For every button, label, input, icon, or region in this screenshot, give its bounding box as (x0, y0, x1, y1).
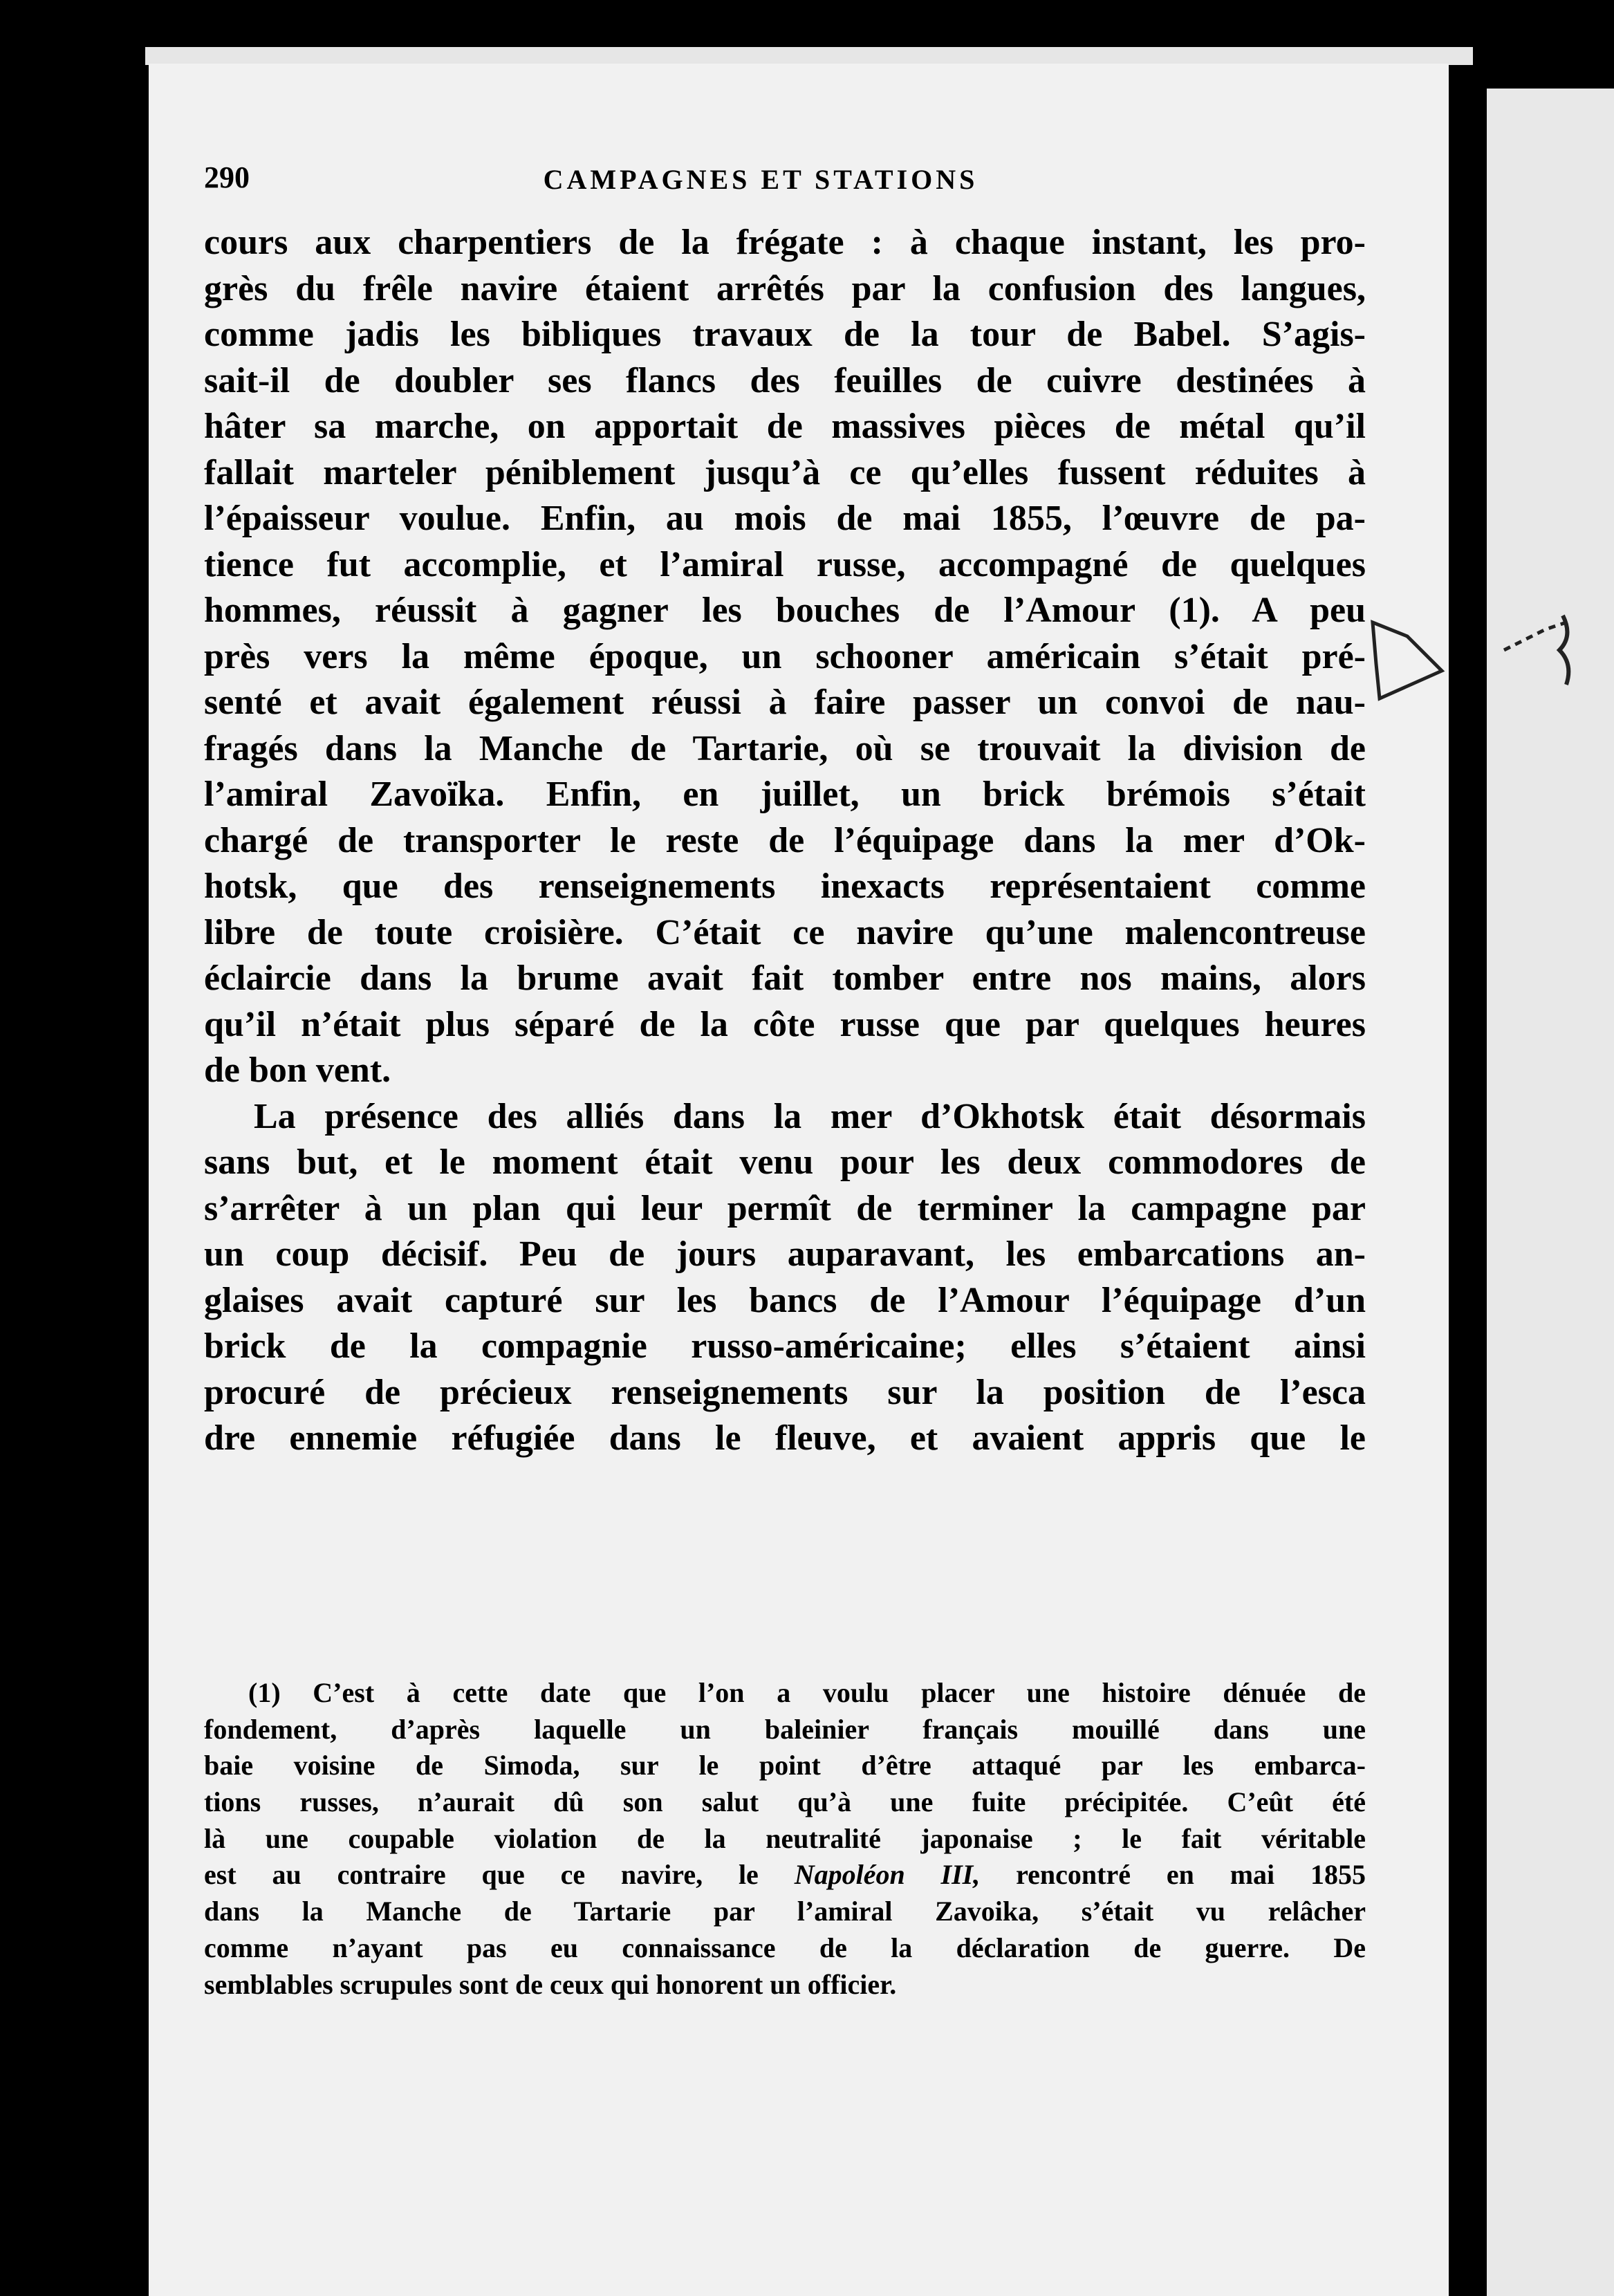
margin-annotation-mark (1366, 609, 1594, 719)
text-line: libre de toute croisière. C’était ce navire qu’une malencontreuse (204, 912, 1366, 952)
text-line: comme jadis les bibliques travaux de la tour de Babel. S’agis- (204, 315, 1366, 354)
text-line: brick de la compagnie russo-américaine; elles s’étaient ainsi (204, 1326, 1366, 1366)
paragraph-2 (204, 1094, 1366, 1462)
footnote-line: baie voisine de Simoda, sur le point d’être attaqué par les embarca- (204, 1750, 1366, 1781)
running-head: CAMPAGNES ET STATIONS (543, 164, 978, 195)
text-line: s’arrêter à un plan qui leur permît de terminer la campagne par (204, 1188, 1366, 1228)
text-line: La présence des alliés dans la mer d’Okhotsk était désormais (254, 1096, 1366, 1136)
text-line: grès du frêle navire étaient arrêtés par la confusion des langues, (204, 268, 1366, 308)
text-line: sait-il de doubler ses flancs des feuilles de cuivre destinées à (204, 360, 1366, 400)
text-line: près vers la même époque, un schooner américain s’était pré- (204, 636, 1366, 676)
footnote-line-start: est au contraire que ce navire, le (204, 1859, 759, 1891)
text-line: l’amiral Zavoïka. Enfin, en juillet, un brick brémois s’était (204, 775, 1366, 814)
page-number: 290 (204, 160, 250, 194)
text-line: cours aux charpentiers de la frégate : à chaque instant, les pro- (204, 223, 1366, 262)
text-line: tience fut accomplie, et l’amiral russe, accompagné de quelques (204, 544, 1366, 584)
paragraph-1 (204, 220, 1366, 1094)
body-text (204, 220, 1366, 1462)
footnote-line: semblables scrupules sont de ceux qui honorent un officier. (204, 1968, 897, 2000)
text-line: procuré de précieux renseignements sur la position de l’esca (204, 1372, 1366, 1412)
text-line: chargé de transporter le reste de l’équipage dans la mer d’Ok- (204, 820, 1366, 860)
scan-top-edge (145, 47, 1473, 65)
text-line: éclaircie dans la brume avait fait tomber entre nos mains, alors (204, 959, 1366, 998)
footnote-line: (1) C’est à cette date que l’on a voulu placer une histoire dénuée de (248, 1677, 1366, 1708)
text-line: dre ennemie réfugiée dans le fleuve, et avaient appris que le (204, 1418, 1366, 1458)
adjacent-page-edge (1487, 89, 1614, 2296)
footnote-line: là une coupable violation de la neutralité japonaise ; le fait véritable (204, 1822, 1366, 1854)
footnote-line (204, 1857, 1366, 1894)
footnote-line: dans la Manche de Tartarie par l’amiral Zavoika, s’était vu relâcher (204, 1896, 1366, 1927)
footnote-line: comme n’ayant pas eu connaissance de la déclaration de guerre. De (204, 1932, 1366, 1963)
text-line: fallait marteler péniblement jusqu’à ce qu’elles fussent réduites à (204, 452, 1366, 492)
text-line: fragés dans la Manche de Tartarie, où se trouvait la division de (204, 728, 1366, 768)
footnote-line: tions russes, n’aurait dû son salut qu’à une fuite précipitée. C’eût été (204, 1786, 1366, 1818)
text-line: glaises avait capturé sur les bancs de l’Amour l’équipage d’un (204, 1280, 1366, 1320)
footnote-line-end: rencontré en mai 1855 (980, 1859, 1366, 1891)
text-line: senté et avait également réussi à faire passer un convoi de nau- (204, 683, 1366, 722)
text-line: un coup décisif. Peu de jours auparavant, les embarcations an- (204, 1234, 1366, 1274)
text-line: hâter sa marche, on apportait de massives pièces de métal qu’il (204, 407, 1366, 446)
text-line: sans but, et le moment était venu pour les deux commodores de (204, 1142, 1366, 1182)
text-line: qu’il n’était plus séparé de la côte russe que par quelques heures (204, 1004, 1366, 1044)
ship-name: Napoléon III, (794, 1859, 981, 1891)
text-line: l’épaisseur voulue. Enfin, au mois de mai 1855, l’œuvre de pa- (204, 499, 1366, 538)
footnote-line: fondement, d’après laquelle un baleinier français mouillé dans une (204, 1713, 1366, 1745)
text-line: de bon vent. (204, 1050, 391, 1090)
footnote (204, 1675, 1366, 2003)
text-line: hotsk, que des renseignements inexacts représentaient comme (204, 867, 1366, 906)
text-line: hommes, réussit à gagner les bouches de l’Amour (1). A peu (204, 591, 1366, 630)
